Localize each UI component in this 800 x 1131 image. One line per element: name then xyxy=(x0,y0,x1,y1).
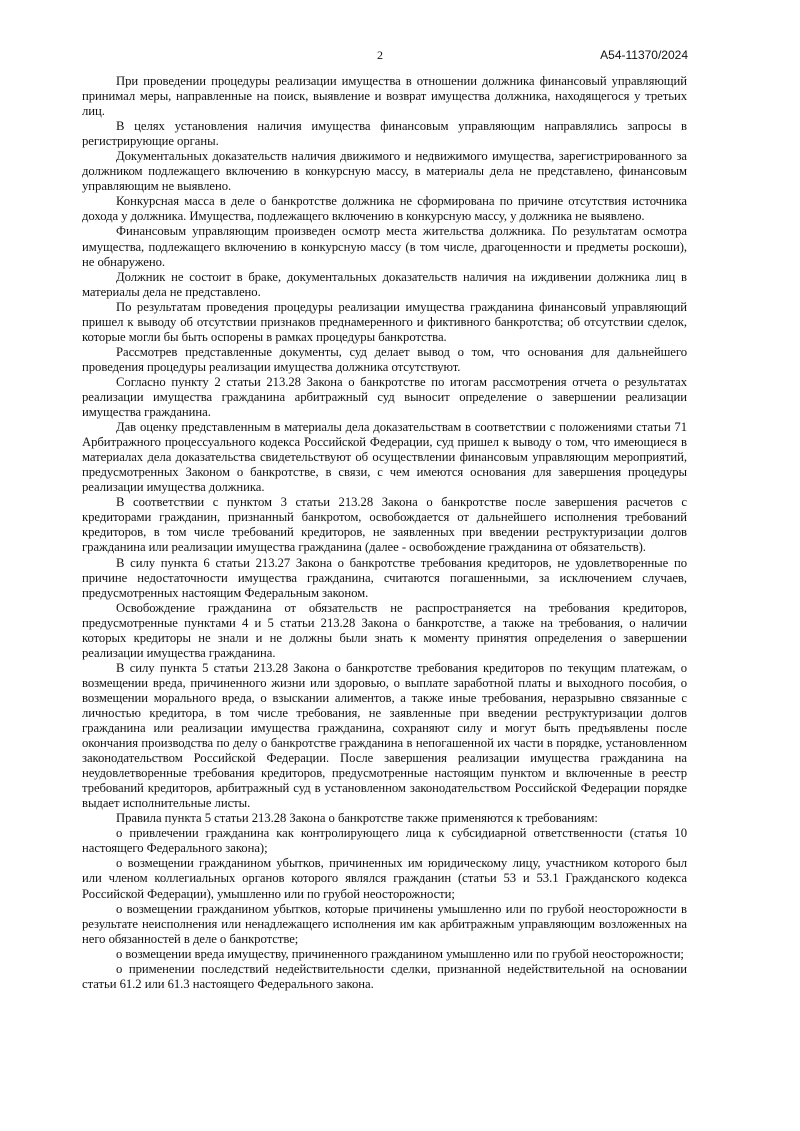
page-number: 2 xyxy=(377,48,383,62)
list-item-manager-damages: о возмещении гражданином убытков, которые причинены умышленно или по грубой неосторожности в результате неисполнения или ненадлежащего исполнения им как арбитражным управляющим возложенных на него обязанностей в деле о банкротстве; xyxy=(82,901,687,946)
paragraph-registry-requests: В целях установления наличия имущества финансовым управляющим направлялись запросы в регистрирующие органы. xyxy=(82,119,687,149)
paragraph-evidence-assessment: Дав оценку представленным в материалы дела доказательствам в соответствии с положениями статьи 71 Арбитражного процессуального кодекса Российской Федерации, суд пришел к выводу о том, что имеющиеся в материалах дела доказательства свидетельствуют об осуществлении финансовым управляющим мероприятий, предусмотренных Законом о банкротстве, в связи, с чем имеются основания для завершения процедуры реализации имущества должника. xyxy=(82,420,687,495)
list-item-property-harm: о возмещении вреда имуществу, причиненного гражданином умышленно или по грубой неосторожности; xyxy=(116,946,684,961)
paragraph-article-213-28-p2: Согласно пункту 2 статьи 213.28 Закона о банкротстве по итогам рассмотрения отчета о результатах реализации имущества гражданина арбитражный суд выносит определение о завершении реализации имущества гражданина. xyxy=(82,374,687,420)
paragraph-release-exceptions: Освобождение гражданина от обязательств не распространяется на требования кредиторов, предусмотренные пунктами 4 и 5 статьи 213.28 Закона о банкротстве, а также на требования, о наличии которых кредиторы не знали и не должны были знать к моменту принятия определения о завершении реализации имущества гражданина. xyxy=(82,600,687,660)
paragraph-article-213-27-p6: В силу пункта 6 статьи 213.27 Закона о банкротстве требования кредиторов, не удовлетворенные по причине недостаточности имущества гражданина, считаются погашенными, за исключением случаев, предусмотренных настоящим Федеральным законом. xyxy=(82,555,687,600)
paragraph-article-213-28-p3: В соответствии с пунктом 3 статьи 213.28 Закона о банкротстве после завершения расчетов с кредиторами гражданин, признанный банкротом, освобождается от дальнейшего исполнения требований кредиторов, в том числе требований кредиторов, не заявленных при введении реструктуризации долгов гражданина или реализации имущества гражданина (далее - освобождение гражданина от обязательств). xyxy=(82,495,687,555)
paragraph-article-213-28-p5: В силу пункта 5 статьи 213.28 Закона о банкротстве требования кредиторов по текущим платежам, о возмещении вреда, причиненного жизни или здоровью, о выплате заработной платы и выходного пособия, о возмещении морального вреда, о взыскании алиментов, а также иные требования, неразрывно связанные с личностью кредитора, в том числе требования, не заявленные при введении реструктуризации долгов гражданина или реализации имущества гражданина, сохраняют силу и могут быть предъявлены после окончания производства по делу о банкротстве гражданина в непогашенной их части в порядке, установленном законодательством Российской Федерации. После завершения реализации имущества гражданина на неудовлетворенные требования кредиторов, предусмотренные настоящим пунктом и включенные в реестр требований кредиторов, арбитражный суд в установленном законодательством Российской Федерации порядке выдает исполнительные листы. xyxy=(82,660,687,811)
list-item-legal-entity-damages: о возмещении гражданином убытков, причиненных им юридическому лицу, участником которого был или членом коллегиальных органов которого являлся гражданин (статьи 53 и 53.1 Гражданского кодекса Российской Федерации), умышленно или по грубой неосторожности; xyxy=(82,856,687,901)
paragraph-residence-inspection: Финансовым управляющим произведен осмотр места жительства должника. По результатам осмотра имущества, подлежащего включению в конкурсную массу (в том числе, драгоценности и предметы роскоши), не обнаружено. xyxy=(82,224,687,269)
paragraph-manager-conclusion: По результатам проведения процедуры реализации имущества гражданина финансовый управляющий пришел к выводу об отсутствии признаков преднамеренного и фиктивного банкротства; об отсутствии сделок, которые могли бы быть оспорены в рамках процедуры банкротства. xyxy=(82,299,687,344)
list-item-subsidiary-liability: о привлечении гражданина как контролирующего лица к субсидиарной ответственности (статья 10 настоящего Федерального закона); xyxy=(82,826,687,856)
paragraph-marital-status: Должник не состоит в браке, документальных доказательств наличия на иждивении должника лиц в материалы дела не представлено. xyxy=(82,269,687,299)
paragraph-bankruptcy-estate: Конкурсная масса в деле о банкротстве должника не сформирована по причине отсутствия источника дохода у должника. Имущества, подлежащего включению в конкурсную массу, у должника не выявлено. xyxy=(82,194,687,224)
document-body xyxy=(82,74,687,992)
paragraph-rules-apply: Правила пункта 5 статьи 213.28 Закона о банкротстве также применяются к требованиям: xyxy=(116,811,598,826)
paragraph-property-search: При проведении процедуры реализации имущества в отношении должника финансовый управляющий принимал меры, направленные на поиск, выявление и возврат имущества должника, находящегося у третьих лиц. xyxy=(82,74,687,119)
list-item-invalid-transaction: о применении последствий недействительности сделки, признанной недействительной на основании статьи 61.2 или 61.3 настоящего Федерального закона. xyxy=(82,961,687,991)
paragraph-court-finding: Рассмотрев представленные документы, суд делает вывод о том, что основания для дальнейшего проведения процедуры реализации имущества должника отсутствуют. xyxy=(82,344,687,374)
paragraph-no-property-evidence: Документальных доказательств наличия движимого и недвижимого имущества, зарегистрированного за должником подлежащего включению в конкурсную массу, в материалы дела не представлено, финансовым управляющим не выявлено. xyxy=(82,149,687,194)
case-number: А54-11370/2024 xyxy=(600,48,688,62)
